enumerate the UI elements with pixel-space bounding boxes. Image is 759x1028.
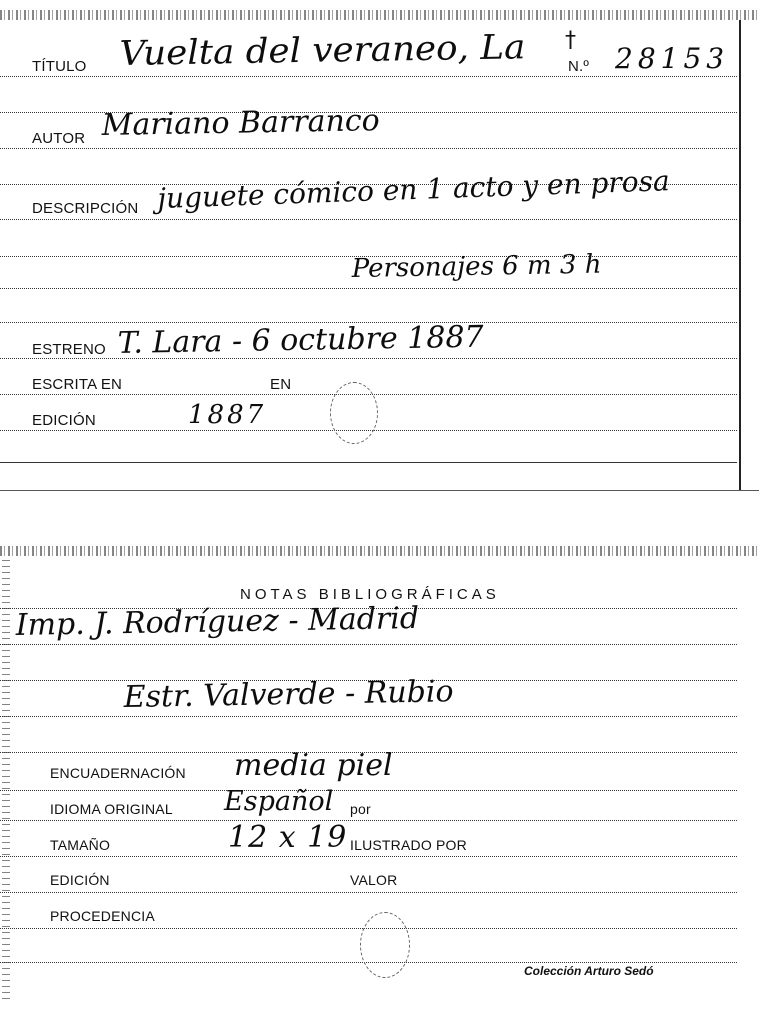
edicion-label-back: EDICIÓN <box>50 872 110 888</box>
valor-label: VALOR <box>350 872 398 888</box>
rule-line <box>0 790 737 791</box>
card-bottom-edge <box>0 490 759 491</box>
numero-value: 28153 <box>615 42 730 75</box>
titulo-label: TÍTULO <box>32 58 87 75</box>
punch-hole-mark <box>360 912 410 978</box>
ilustrado-label: ILUSTRADO POR <box>350 837 467 853</box>
en-label: EN <box>270 376 292 393</box>
estreno-label: ESTRENO <box>32 341 106 358</box>
idioma-label: IDIOMA ORIGINAL <box>50 801 173 817</box>
rule-line <box>0 76 737 77</box>
rule-line <box>0 358 737 359</box>
numero-label: N.º <box>568 58 590 75</box>
autor-value: Mariano Barranco <box>101 103 380 143</box>
encuadernacion-value: media piel <box>234 748 393 783</box>
idioma-value: Español <box>224 786 334 817</box>
estreno-value: T. Lara - 6 octubre 1887 <box>117 319 484 361</box>
edicion-value: 1887 <box>188 400 267 430</box>
rule-line <box>0 644 737 645</box>
procedencia-label: PROCEDENCIA <box>50 908 155 924</box>
tamano-label: TAMAÑO <box>50 837 111 853</box>
encuadernacion-label: ENCUADERNACIÓN <box>50 765 186 781</box>
catalog-card-back <box>0 540 759 1028</box>
rule-line <box>0 856 737 857</box>
card-top-edge <box>0 10 759 20</box>
titulo-value: Vuelta del veraneo, La <box>119 27 526 74</box>
notas-line-2: Estr. Valverde - Rubio <box>123 674 454 715</box>
cross-mark: † <box>565 28 576 53</box>
tamano-value: 12 x 19 <box>228 820 348 855</box>
rule-line <box>0 716 737 717</box>
notas-line-1: Imp. J. Rodríguez - Madrid <box>15 600 420 643</box>
punch-hole-mark <box>330 382 378 444</box>
notas-title: NOTAS BIBLIOGRÁFICAS <box>240 586 500 603</box>
descripcion-label: DESCRIPCIÓN <box>32 200 139 217</box>
rule-line <box>0 462 737 463</box>
rule-line <box>0 820 737 821</box>
card-left-edge <box>2 560 10 1000</box>
card-top-edge <box>0 546 759 556</box>
escrita-label: ESCRITA EN <box>32 376 123 393</box>
catalog-card-front <box>0 0 759 500</box>
rule-line <box>0 219 737 220</box>
rule-line <box>0 148 737 149</box>
autor-label: AUTOR <box>32 130 86 147</box>
descripcion-value: juguete cómico en 1 acto y en prosa <box>156 164 671 215</box>
personajes-value: Personajes 6 m 3 h <box>351 249 602 284</box>
coleccion-credit: Colección Arturo Sedó <box>524 964 654 978</box>
edicion-label: EDICIÓN <box>32 412 96 429</box>
por-label: por <box>350 801 371 817</box>
rule-line <box>0 892 737 893</box>
rule-line <box>0 288 737 289</box>
card-right-edge <box>739 20 741 490</box>
